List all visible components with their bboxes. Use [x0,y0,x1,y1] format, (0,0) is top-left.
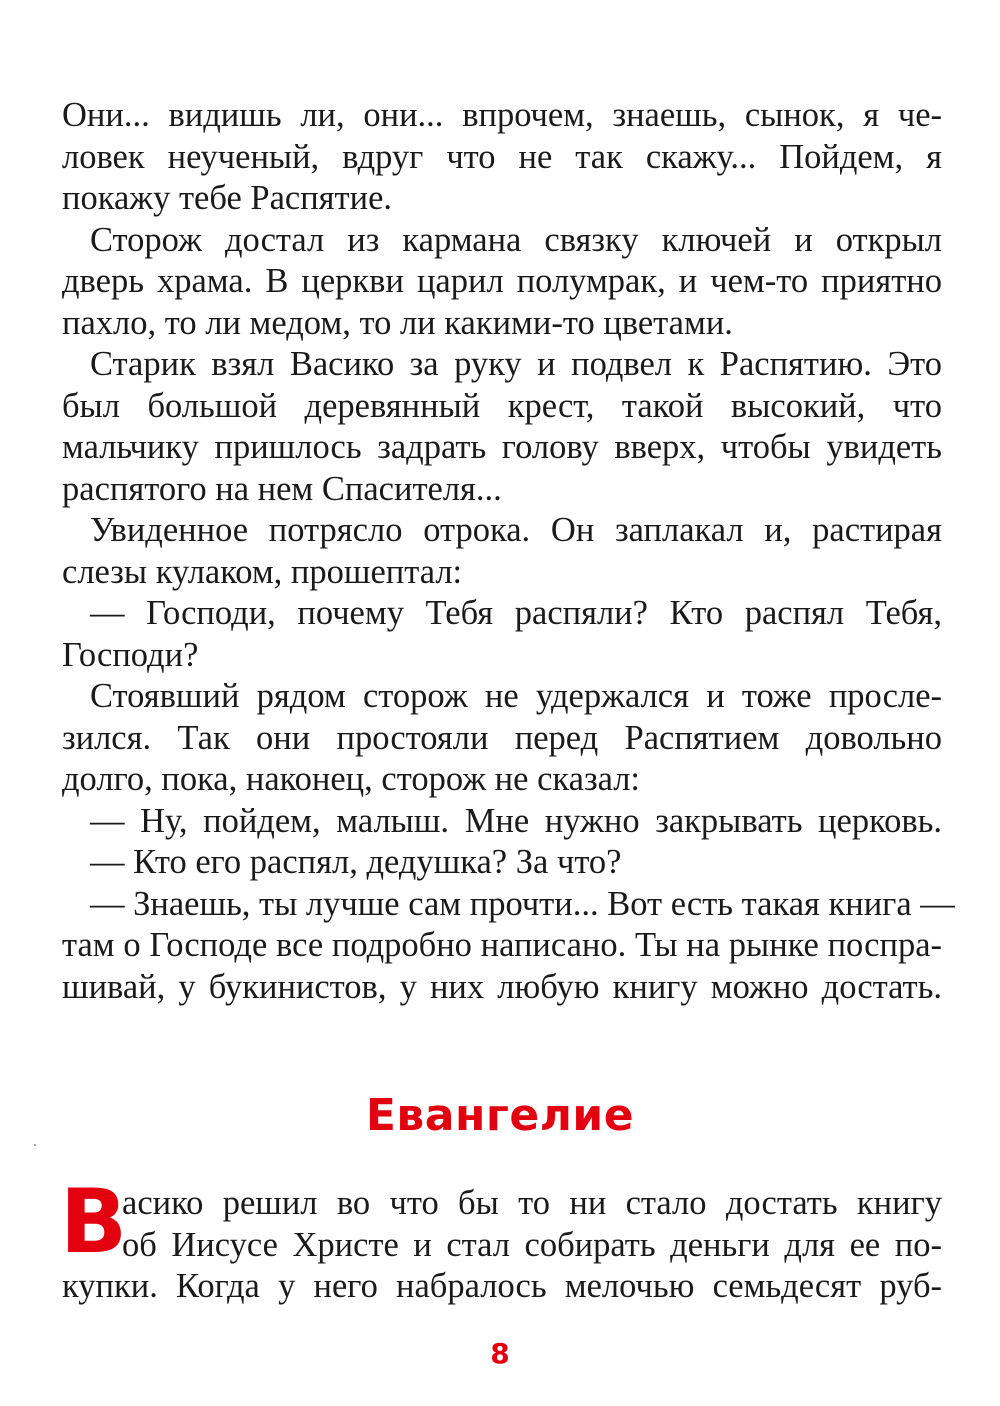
text-line: дверь храма. В церкви царил полумрак, и чем-то приятно [62,262,942,300]
chapter-opening-text [60,1170,942,1308]
text-line: — Кто его распял, дедушка? За что? [90,843,622,881]
text-line: — Знаешь, ты лучше сам прочти... Вот есть такая книга — [90,884,955,923]
text-line: купки. Когда у него набралось мелочью семьдесят руб- [62,1267,942,1305]
text-line: Господи? [62,635,199,674]
text-line: долго, пока, наконец, сторож не сказал: [62,760,640,798]
text-line: Увиденное потрясло отрока. Он заплакал и, растирая [90,511,942,549]
text-line: зился. Так они простояли перед Распятием довольно [62,718,942,757]
text-line: там о Господе все подробно написано. Ты на рынке поспра- [62,926,942,964]
text-line: был большой деревянный крест, такой высокий, что [62,386,942,425]
text-line: Сторож достал из кармана связку ключей и открыл [90,220,942,259]
text-line: пахло, то ли медом, то ли какими-то цветами. [62,303,733,342]
text-line: асико решил во что бы то ни стало достать книгу [122,1184,942,1222]
text-line: мальчику пришлось задрать голову вверх, чтобы увидеть [62,428,942,466]
text-line: Они... видишь ли, они... впрочем, знаешь, сынок, я че- [62,96,942,134]
text-line: распятого на нем Спасителя... [62,469,502,508]
story-text [62,95,955,1008]
chapter-heading: Евангелие [365,1090,635,1141]
text-line: Стоявший рядом сторож не удержался и тоже просле- [90,677,942,715]
text-line: — Ну, пойдем, малыш. Мне нужно закрывать церковь. [90,801,942,840]
text-line: об Иисусе Христе и стал собирать деньги для ее по- [122,1225,942,1264]
text-line: — Господи, почему Тебя распяли? Кто распял Тебя, [90,594,942,632]
text-line: покажу тебе Распятие. [62,179,393,217]
drop-cap: В [60,1170,128,1273]
text-line: шивай, у букинистов, у них любую книгу можно достать. [62,967,942,1006]
page-number: 8 [490,1337,510,1370]
text-line: Старик взял Васико за руку и подвел к Распятию. Это [90,345,942,383]
text-line: ловек неученый, вдруг что не так скажу... Пойдем, я [62,137,942,176]
text-line: слезы кулаком, прошептал: [62,552,463,591]
